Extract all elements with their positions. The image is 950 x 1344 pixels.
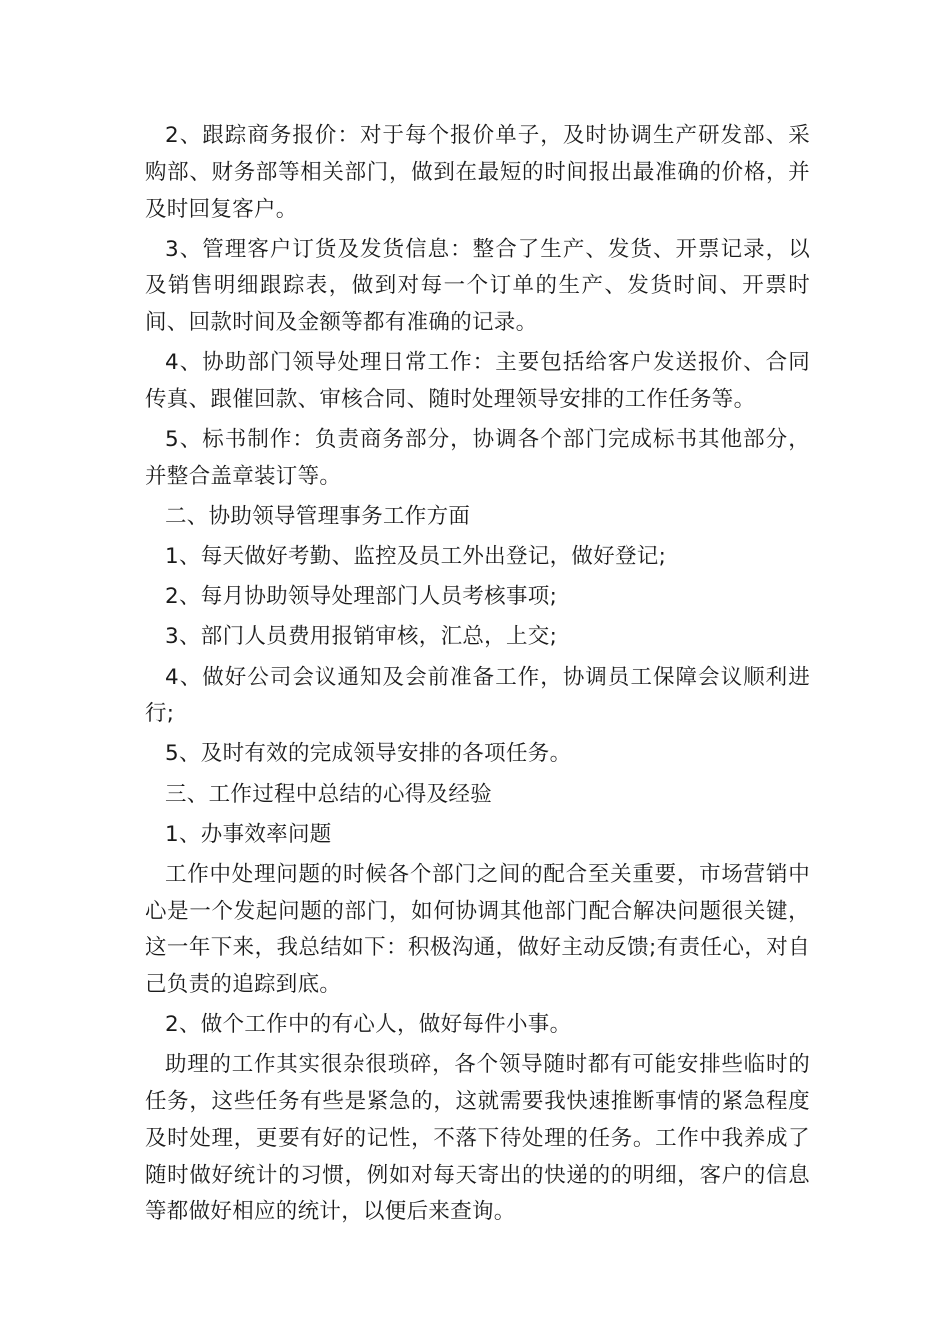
paragraph-assistant-work-body: 助理的工作其实很杂很琐碎，各个领导随时都有可能安排些临时的任务，这些任务有些是紧急的，这就需要我快速推断事情的紧急程度及时处理，更要有好的记性，不落下待处理的任务。工作中我养成了随时做好统计的习惯，例如对每天寄出的快递的的明细，客户的信息等都做好相应的统计，以便后来查询。 xyxy=(145,1052,810,1225)
paragraph-tender-document: 5、标书制作：负责商务部分，协调各个部门完成标书其他部分，并整合盖章装订等。 xyxy=(145,427,810,490)
paragraph-efficiency-body: 工作中处理问题的时候各个部门之间的配合至关重要，市场营销中心是一个发起问题的部门，如何协调其他部门配合解决问题很关键，这一年下来，我总结如下：积极沟通，做好主动反馈;有责任心，对自己负责的追踪到底。 xyxy=(145,861,810,998)
section-heading-admin-affairs: 二、协助领导管理事务工作方面 xyxy=(165,504,471,530)
list-item-meeting-prep: 4、做好公司会议通知及会前准备工作，协调员工保障会议顺利进行; xyxy=(145,664,810,727)
paragraph-assist-daily-work: 4、协助部门领导处理日常工作：主要包括给客户发送报价、合同传真、跟催回款、审核合同、随时处理领导安排的工作任务等。 xyxy=(145,350,810,413)
paragraph-order-shipping-info: 3、管理客户订货及发货信息：整合了生产、发货、开票记录，以及销售明细跟踪表，做到对每一个订单的生产、发货时间、开票时间、回款时间及金额等都有准确的记录。 xyxy=(145,236,810,336)
list-item-monthly-assessment: 2、每月协助领导处理部门人员考核事项; xyxy=(165,584,558,610)
section-heading-experience: 三、工作过程中总结的心得及经验 xyxy=(165,781,493,807)
list-item-complete-tasks: 5、及时有效的完成领导安排的各项任务。 xyxy=(165,741,572,767)
document-body xyxy=(145,118,810,1235)
subheading-attentive-worker: 2、做个工作中的有心人，做好每件小事。 xyxy=(165,1012,572,1038)
list-item-expense-review: 3、部门人员费用报销审核，汇总，上交; xyxy=(165,624,558,650)
list-item-attendance: 1、每天做好考勤、监控及员工外出登记，做好登记; xyxy=(165,544,667,570)
paragraph-business-quotation: 2、跟踪商务报价：对于每个报价单子，及时协调生产研发部、采购部、财务部等相关部门，做到在最短的时间报出最准确的价格，并及时回复客户。 xyxy=(145,123,810,222)
subheading-efficiency: 1、办事效率问题 xyxy=(165,821,332,847)
